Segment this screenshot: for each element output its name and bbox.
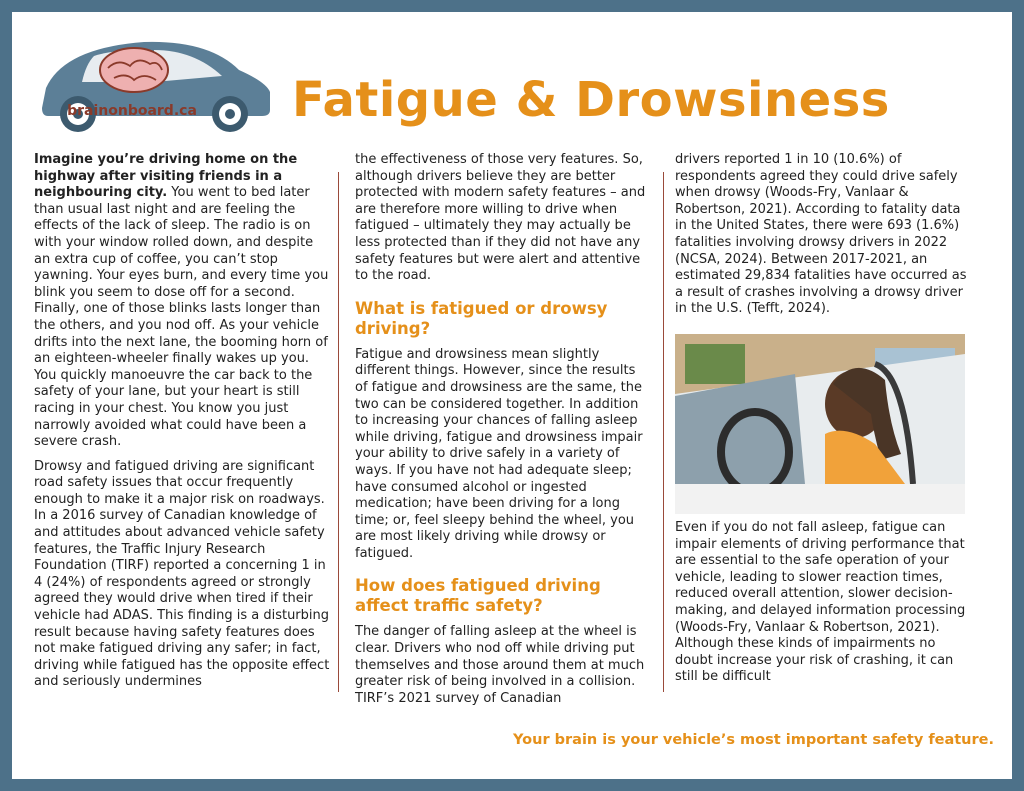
page-title: Fatigue & Drowsiness <box>292 72 890 128</box>
intro-paragraph <box>34 152 331 451</box>
brainonboard-logo <box>34 30 274 154</box>
drowsy-driver-photo <box>675 334 965 514</box>
paragraph-continuation: the effectiveness of those very features. So, although drivers believe they are better protected with modern safety features – and are therefore more willing to drive when fatigued – ultimately they may actually be less protected than if they did not have any safety features but were alert and attentive to the road. <box>355 152 646 284</box>
paragraph-impairment: Even if you do not fall asleep, fatigue can impair elements of driving performance that are essential to the safe operation of your vehicle, leading to slower reaction times, reduced overall attention, slower decision-making, and delayed information processing (Woods-Fry, Vanlaar & Robertson, 2021). Although these kinds of impairments no doubt increase your risk of crashing, it can still be difficult <box>675 519 966 685</box>
column-divider <box>663 172 664 692</box>
column-divider <box>338 172 339 692</box>
column-2 <box>355 152 651 715</box>
paragraph-danger: The danger of falling asleep at the wheel is clear. Drivers who nod off while driving put themselves and those around them at much greater risk of being involved in a collision. TIRF’s 2021 survey of Canadian <box>355 624 645 706</box>
footer-tagline: Your brain is your vehicle’s most important safety feature. <box>513 732 994 748</box>
logo-url: brainonboard.ca <box>67 103 197 119</box>
heading-what-is: What is fatigued or drowsy driving? <box>355 298 608 338</box>
car-with-brain-icon <box>34 30 274 154</box>
heading-traffic-safety: How does fatigued driving affect traffic safety? <box>355 576 601 616</box>
paragraph-survey: Drowsy and fatigued driving are significant road safety issues that occur frequently enough to make it a major risk on roadways. In a 2016 survey of Canadian knowledge of and attitudes about advanced vehicle safety features, the Traffic Injury Research Foundation (TIRF) reported a concerning 1 in 4 (24%) of respondents agreed or strongly agreed they would drive when tired if their vehicle had ADAS. This finding is a disturbing result because having safety features does not make fatigued driving any safer; in fact, driving while fatigued has the opposite effect and seriously undermines <box>34 458 330 690</box>
intro-lead: Imagine you’re driving home on the highway after visiting friends in a neighbouring city. <box>34 152 298 201</box>
paragraph-definition: Fatigue and drowsiness mean slightly different things. However, since the results of fatigue and drowsiness are the same, the two can be considered together. In addition to increasing your chances of falling asleep while driving, fatigue and drowsiness impair your ability to drive safely in a variety of ways. If you have not had adequate sleep; have consumed alcohol or ingested medication; have been driving for a long time; or, feel sleepy behind the wheel, you are most likely driving while drowsy or fatigued. <box>355 346 643 561</box>
column-1 <box>34 152 331 699</box>
paragraph-statistics: drivers reported 1 in 10 (10.6%) of respondents agreed they could drive safely when drowsy (Woods-Fry, Vanlaar & Robertson, 2021). According to fatality data in the United States, there were 693 (1.6%) fatalities involving drowsy drivers in 2022 (NCSA, 2024). Between 2017-2021, an estimated 29,834 fatalities have occurred as a result of crashes involving a drowsy driver in the U.S. (Tefft, 2024). <box>675 152 967 317</box>
intro-body: You went to bed later than usual last night and are feeling the effects of the lack of sleep. The radio is on with your window rolled down, and despite an extra cup of coffee, you can’t stop yawning. Your eyes burn, and every time you blink you seem to dose off for a second. Finally, one of those blinks lasts longer than the others, and you nod off. As your vehicle drifts into the next lane, the booming horn of an eighteen-wheeler finally wakes up you. You quickly manoeuvre the car back to the safety of your lane, but your heart is still racing in your chest. You know you just narrowly avoided what could have been a severe crash. <box>34 185 329 450</box>
